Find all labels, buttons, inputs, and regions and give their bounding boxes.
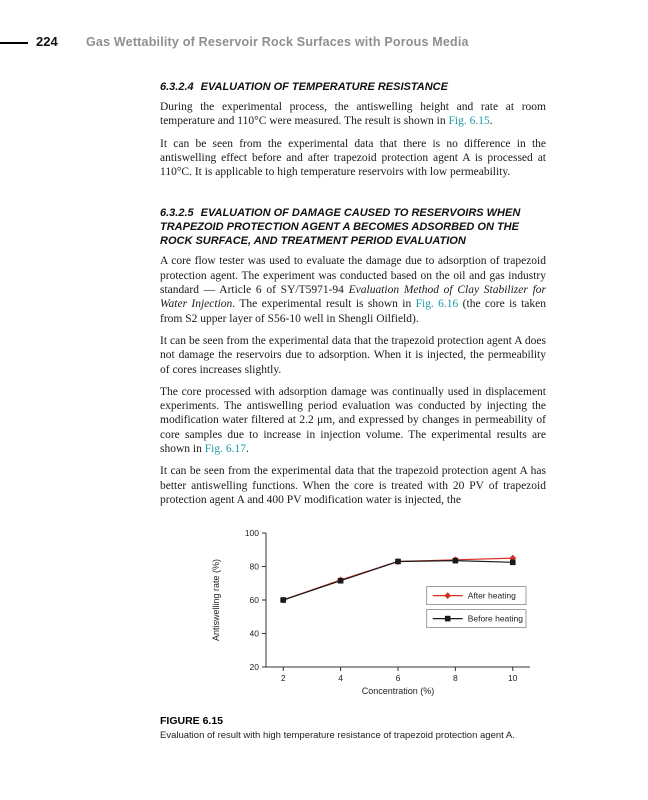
text-column xyxy=(160,80,546,742)
svg-text:8: 8 xyxy=(453,673,458,684)
paragraph xyxy=(160,254,546,325)
section-heading-6-3-2-5 xyxy=(160,206,546,248)
svg-text:4: 4 xyxy=(338,673,343,684)
svg-text:80: 80 xyxy=(249,561,259,572)
section-title: EVALUATION OF TEMPERATURE RESISTANCE xyxy=(200,81,448,93)
paragraph-text: . xyxy=(489,115,493,128)
svg-text:2: 2 xyxy=(280,673,286,684)
section-title: EVALUATION OF DAMAGE CAUSED TO RESERVOIRS WHEN TRAPEZOID PROTECTION AGENT A BECOMES ADSORBED ON THE ROCK SURFACE, AND TREATMENT PERIOD EVALUATION xyxy=(160,207,521,248)
figure-6-15-chart xyxy=(208,519,542,709)
svg-text:10: 10 xyxy=(508,673,518,684)
section-number: 6.3.2.4 xyxy=(160,81,194,93)
figure-link-6-16[interactable]: Fig. 6.16 xyxy=(415,298,459,311)
svg-text:20: 20 xyxy=(249,662,259,673)
figure-caption: Evaluation of result with high temperature resistance of trapezoid protection agent A. xyxy=(160,730,515,742)
figure-label: FIGURE 6.15 xyxy=(160,715,224,728)
svg-text:Concentration (%): Concentration (%) xyxy=(361,686,435,697)
running-header xyxy=(0,34,648,54)
standard-title-italic: Evaluation Method of Clay Stabilizer for Water Injection xyxy=(160,284,546,311)
svg-text:100: 100 xyxy=(244,528,259,539)
paragraph-text: The core processed with adsorption damage was continually used in displacement experiments. The antiswelling period evaluation was conducted by injecting the modification water filtered at 2.2 μm, and expressed by changes in permeability of core samples due to increase in injection volume. The experimental results are shown in xyxy=(160,385,546,456)
figure-link-6-17[interactable]: Fig. 6.17 xyxy=(204,443,246,456)
paragraph-text: . The experimental result is shown in xyxy=(232,298,416,311)
svg-text:After heating: After heating xyxy=(467,590,516,601)
paragraph-text: A core flow tester was used to evaluate the damage due to adsorption of trapezoid protection agent. The experiment was conducted based on the oil and gas industry standard — Article 6 of SY/T5971-94 xyxy=(160,255,546,297)
paragraph xyxy=(160,385,546,456)
figure-6-15 xyxy=(160,519,546,742)
svg-text:60: 60 xyxy=(249,595,259,606)
page-number: 224 xyxy=(36,34,58,49)
svg-text:6: 6 xyxy=(395,673,401,684)
paragraph: It can be seen from the experimental data that the trapezoid protection agent A does not damage the reservoirs due to adsorption. When it is injected, the permeability of cores increases slightly. xyxy=(160,334,546,376)
section-heading-6-3-2-4 xyxy=(160,80,546,94)
paragraph-text: . xyxy=(245,443,249,456)
section-number: 6.3.2.5 xyxy=(160,207,194,220)
paragraph-text: During the experimental process, the antiswelling height and rate at room temperature and 110°C were measured. The result is shown in xyxy=(160,101,546,128)
svg-text:Antiswelling rate (%): Antiswelling rate (%) xyxy=(211,559,221,642)
figure-link-6-15[interactable]: Fig. 6.15 xyxy=(448,115,490,128)
paragraph xyxy=(160,100,546,129)
running-title: Gas Wettability of Reservoir Rock Surfaces with Porous Media xyxy=(86,35,469,49)
svg-text:Before heating: Before heating xyxy=(467,613,523,624)
header-rule xyxy=(0,42,28,44)
paragraph: It can be seen from the experimental data that the trapezoid protection agent A has better antiswelling functions. When the core is treated with 20 PV of trapezoid protection agent A and 400 PV modification water is injected, the xyxy=(160,465,546,506)
svg-text:40: 40 xyxy=(249,628,259,639)
paragraph: It can be seen from the experimental data that there is no difference in the antiswelling effect before and after trapezoid protection agent A is processed at 110°C. It is applicable to high temperature reservoirs with low permeability. xyxy=(160,137,546,179)
paragraph-text: (the core is taken from S2 upper layer of S56-10 well in Shengli Oilfield). xyxy=(160,298,547,325)
